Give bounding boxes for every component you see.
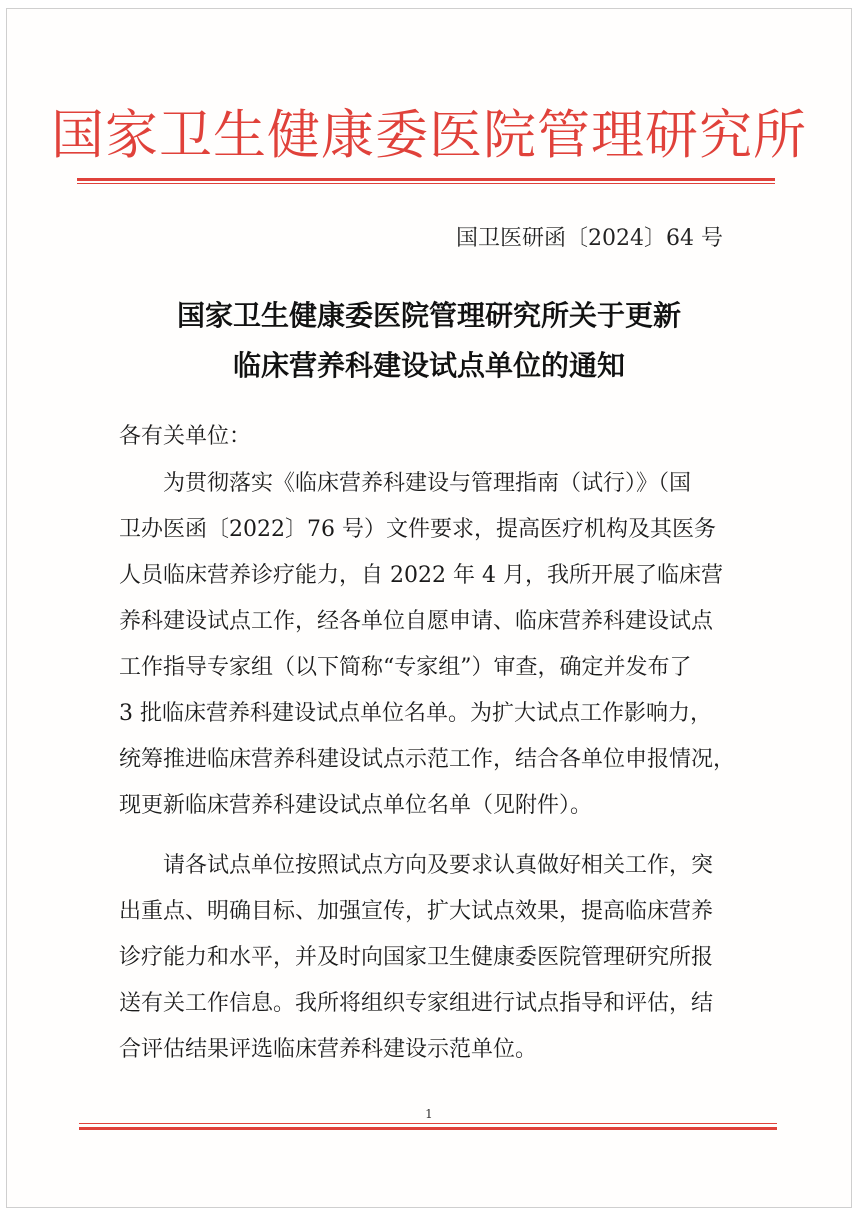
paragraph-line: 统筹推进临床营养科建设试点示范工作，结合各单位申报情况， bbox=[119, 747, 736, 772]
paragraph-line: 合评估结果评选临床营养科建设示范单位。 bbox=[119, 1037, 538, 1062]
notice-title bbox=[7, 291, 851, 391]
paragraph-line: 养科建设试点工作，经各单位自愿申请、临床营养科建设试点 bbox=[119, 609, 714, 634]
letterhead-rule-thin bbox=[77, 183, 775, 184]
paragraph-line: 工作指导专家组（以下简称“专家组”）审查，确定并发布了 bbox=[119, 655, 692, 680]
paragraph-line: 请各试点单位按照试点方向及要求认真做好相关工作，突 bbox=[163, 853, 714, 878]
paragraph-line: 人员临床营养诊疗能力，自 2022 年 4 月，我所开展了临床营 bbox=[119, 563, 723, 588]
paragraph-line: 现更新临床营养科建设试点单位名单（见附件）。 bbox=[119, 793, 593, 818]
paragraph-line: 卫办医函〔2022〕76 号）文件要求，提高医疗机构及其医务 bbox=[119, 517, 716, 542]
organization-letterhead: 国家卫生健康委医院管理研究所 bbox=[51, 105, 807, 166]
paragraph-line: 3 批临床营养科建设试点单位名单。为扩大试点工作影响力， bbox=[119, 701, 712, 726]
paragraph-line: 送有关工作信息。我所将组织专家组进行试点指导和评估，结 bbox=[119, 991, 714, 1016]
footer-rule-thick bbox=[79, 1127, 777, 1130]
footer-rule-thin bbox=[79, 1123, 777, 1124]
document-number: 国卫医研函〔2024〕64 号 bbox=[456, 226, 723, 251]
letterhead-rule-thick bbox=[77, 178, 775, 181]
document-page bbox=[6, 8, 852, 1208]
paragraph-line: 出重点、明确目标、加强宣传，扩大试点效果，提高临床营养 bbox=[119, 899, 714, 924]
salutation: 各有关单位： bbox=[119, 424, 252, 449]
notice-title-line-2: 临床营养科建设试点单位的通知 bbox=[232, 349, 625, 382]
paragraph-line: 为贯彻落实《临床营养科建设与管理指南（试行）》（国 bbox=[163, 471, 692, 496]
notice-title-line-1: 国家卫生健康委医院管理研究所关于更新 bbox=[176, 299, 681, 332]
page-number: 1 bbox=[425, 1107, 433, 1121]
paragraph-line: 诊疗能力和水平，并及时向国家卫生健康委医院管理研究所报 bbox=[119, 945, 714, 970]
